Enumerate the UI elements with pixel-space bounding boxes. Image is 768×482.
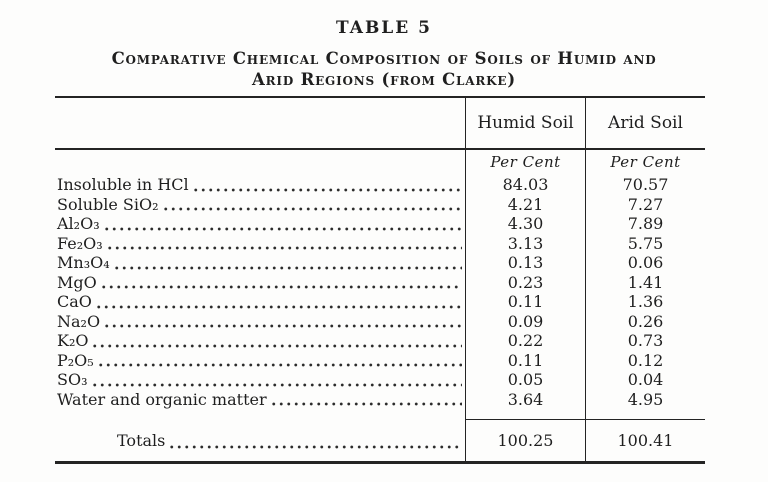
humid-value: 0.22 (465, 331, 585, 351)
arid-value: 0.26 (585, 312, 705, 332)
leader-dots (113, 253, 462, 273)
leader-dots (168, 430, 462, 450)
row-label: Insoluble in HCl (57, 175, 189, 194)
totals-arid-value: 100.41 (585, 419, 705, 461)
arid-value: 70.57 (585, 175, 705, 195)
humid-value: 0.05 (465, 370, 585, 390)
totals-humid-value: 100.25 (465, 419, 585, 461)
row-label: CaO (57, 292, 92, 311)
composition-table (55, 96, 705, 464)
row-label: Mn₃O₄ (57, 253, 110, 272)
leader-dots (192, 175, 462, 195)
table-row (55, 195, 705, 215)
row-label: Na₂O (57, 311, 101, 331)
row-label: Fe₂O₃ (57, 233, 103, 253)
totals-row (55, 419, 705, 461)
table-row (55, 370, 705, 390)
arid-value: 1.36 (585, 292, 705, 312)
humid-value: 0.11 (465, 292, 585, 312)
arid-value: 5.75 (585, 234, 705, 254)
unit-arid: Per Cent (585, 150, 705, 175)
humid-value: 4.30 (465, 214, 585, 234)
row-label: K₂O (57, 331, 89, 350)
humid-value: 3.64 (465, 390, 585, 410)
table-number: TABLE 5 (336, 18, 432, 38)
table-header-row (55, 98, 705, 150)
humid-value: 4.21 (465, 195, 585, 215)
arid-value: 7.27 (585, 195, 705, 215)
table-row (55, 312, 705, 332)
stub-header-cell (55, 98, 465, 148)
arid-value: 1.41 (585, 273, 705, 293)
table-row (55, 331, 705, 351)
arid-value: 7.89 (585, 214, 705, 234)
totals-label: Totals (117, 430, 166, 450)
leader-dots (270, 390, 462, 410)
table-row (55, 273, 705, 293)
table-caption-line2: Arid Regions (from Clarke) (252, 70, 516, 89)
unit-row (55, 150, 705, 175)
arid-value: 4.95 (585, 390, 705, 410)
leader-dots (162, 195, 462, 215)
row-label: Water and organic matter (57, 389, 267, 409)
table-caption-line1: Comparative Chemical Composition of Soils of Humid and (111, 49, 657, 68)
leader-dots (91, 331, 462, 351)
leader-dots (100, 273, 462, 293)
humid-value: 0.13 (465, 253, 585, 273)
table-row (55, 175, 705, 195)
table-row (55, 292, 705, 312)
unit-stub-cell (55, 150, 465, 175)
table-row (55, 214, 705, 234)
column-header-humid: Humid Soil (465, 98, 585, 148)
table-row (55, 351, 705, 371)
leader-dots (106, 234, 462, 254)
humid-value: 0.11 (465, 351, 585, 371)
arid-value: 0.06 (585, 253, 705, 273)
row-label: Soluble SiO₂ (57, 194, 159, 214)
row-label: SO₃ (57, 370, 88, 389)
row-label: P₂O₅ (57, 350, 94, 370)
leader-dots (103, 214, 462, 234)
arid-value: 0.04 (585, 370, 705, 390)
leader-dots (97, 351, 462, 371)
table-row (55, 253, 705, 273)
unit-humid: Per Cent (465, 150, 585, 175)
humid-value: 0.09 (465, 312, 585, 332)
humid-value: 84.03 (465, 175, 585, 195)
leader-dots (103, 312, 462, 332)
row-label: MgO (57, 272, 97, 292)
arid-value: 0.73 (585, 331, 705, 351)
column-header-arid: Arid Soil (585, 98, 705, 148)
table-row (55, 390, 705, 410)
humid-value: 0.23 (465, 273, 585, 293)
humid-value: 3.13 (465, 234, 585, 254)
leader-dots (91, 370, 463, 390)
leader-dots (95, 292, 462, 312)
arid-value: 0.12 (585, 351, 705, 371)
row-label: Al₂O₃ (57, 214, 100, 233)
table-row (55, 234, 705, 254)
spacer-row (55, 409, 705, 419)
